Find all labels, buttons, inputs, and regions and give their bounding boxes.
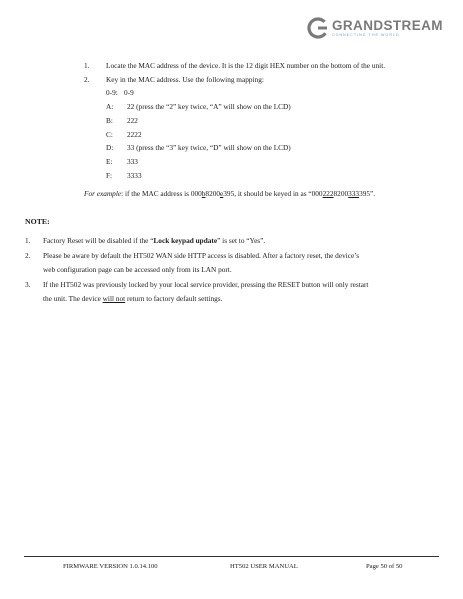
footer-page-number: Page 50 of 50 [366, 563, 403, 570]
logo-name: GRANDSTREAM [332, 18, 443, 33]
grandstream-logo-icon [307, 17, 329, 39]
logo-tagline: CONNECTING THE WORLD [332, 33, 400, 37]
mapping-value: 333 [127, 157, 138, 166]
note-text: the unit. The device will not return to factory default settings. [43, 294, 223, 303]
mapping-key: F: [106, 171, 113, 180]
step-text: Key in the MAC address. Use the following mapping: [106, 75, 264, 84]
mapping-key: B: [106, 116, 113, 125]
mapping-key: D: [106, 143, 114, 152]
mapping-key: E: [106, 157, 113, 166]
step-number: 1. [84, 61, 90, 70]
mapping-value: 2222 [127, 130, 142, 139]
mapping-key: C: [106, 130, 113, 139]
mapping-value: 22 (press the “2” key twice, “A” will show on the LCD) [127, 102, 291, 111]
step-number: 2. [84, 75, 90, 84]
footer-firmware-version: FIRMWARE VERSION 1.0.14.100 [63, 563, 158, 570]
mapping-value: 33 (press the “3” key twice, “D” will show on the LCD) [127, 143, 291, 152]
step-text: Locate the MAC address of the device. It is the 12 digit HEX number on the bottom of the unit. [106, 61, 386, 70]
grandstream-logo [307, 16, 443, 42]
will-not-emphasis: will not [102, 294, 126, 303]
note-title: NOTE: [25, 217, 50, 226]
mapping-value: 0-9 [124, 88, 134, 97]
note-number: 2. [25, 251, 31, 260]
note-number: 1. [25, 236, 31, 245]
lock-keypad-update-term: Lock keypad update [153, 236, 218, 245]
example-line: For example: if the MAC address is 000b8200e395, it should be keyed in as “0002228200333395”. [84, 189, 376, 198]
mapping-key: 0-9: [106, 88, 118, 97]
mapping-value: 222 [127, 116, 138, 125]
note-number: 3. [25, 280, 31, 289]
note-text: Factory Reset will be disabled if the “Lock keypad update” is set to “Yes”. [43, 236, 266, 245]
mapping-key: A: [106, 102, 114, 111]
note-text: web configuration page can be accessed only from its LAN port. [43, 265, 232, 274]
footer-manual-title: HT502 USER MANUAL [230, 563, 298, 570]
mapping-value: 3333 [127, 171, 142, 180]
note-text: If the HT502 was previously locked by your local service provider, pressing the RESET button will only restart [43, 280, 369, 289]
footer-divider [24, 556, 439, 557]
note-text: Please be aware by default the HT502 WAN side HTTP access is disabled. After a factory reset, the device’s [43, 251, 360, 260]
example-lead: For example [84, 189, 122, 198]
